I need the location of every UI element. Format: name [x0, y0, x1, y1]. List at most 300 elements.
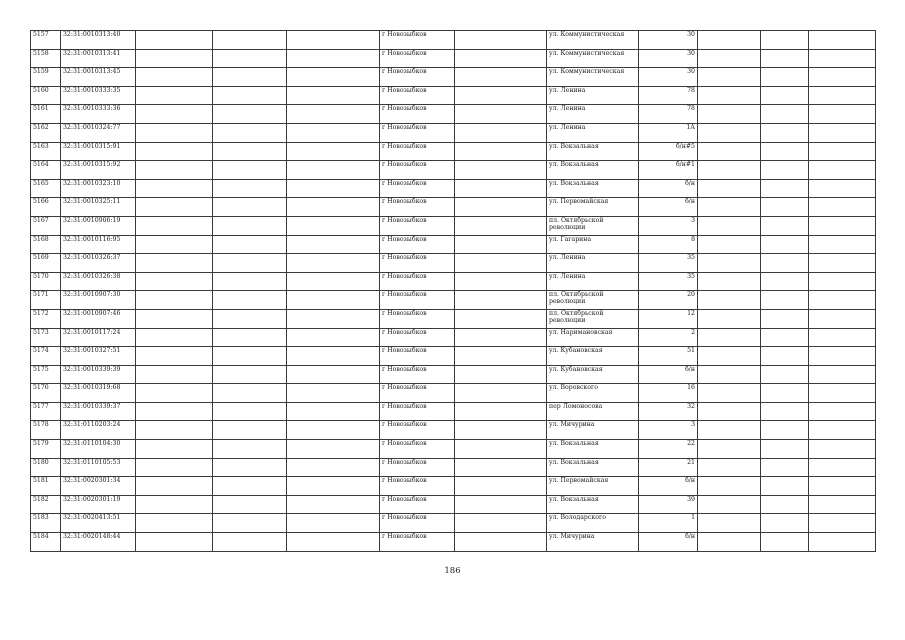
cell-cadastral-number: 32:31:0010313:45 — [61, 68, 136, 87]
cell-house-number: 35 — [639, 254, 698, 273]
cell-house-number: 30 — [639, 31, 698, 50]
cell-empty — [698, 347, 761, 366]
cell-record-number: 5175 — [31, 365, 61, 384]
cell-record-number: 5171 — [31, 291, 61, 310]
cell-cadastral-number: 32:31:0010313:40 — [61, 31, 136, 50]
table-row — [31, 458, 876, 477]
cell-house-number: 21 — [639, 458, 698, 477]
cell-cadastral-number: 32:31:0010327:51 — [61, 347, 136, 366]
cell-street: пл. Октябрьской революции — [547, 216, 639, 235]
table-row — [31, 402, 876, 421]
cell-street: ул. Мичурина — [547, 533, 639, 552]
cell-empty — [287, 328, 380, 347]
cell-record-number: 5160 — [31, 86, 61, 105]
cell-empty — [213, 179, 287, 198]
cell-empty — [809, 142, 876, 161]
cell-empty — [287, 198, 380, 217]
cell-street: ул. Вокзальная — [547, 458, 639, 477]
cell-empty — [455, 458, 547, 477]
cell-record-number: 5180 — [31, 458, 61, 477]
cell-record-number: 5170 — [31, 272, 61, 291]
cell-city: г Новозыбков — [380, 514, 455, 533]
cell-empty — [809, 31, 876, 50]
cell-cadastral-number: 32:31:0110105:53 — [61, 458, 136, 477]
cell-house-number: 35 — [639, 272, 698, 291]
cell-empty — [455, 365, 547, 384]
cell-empty — [455, 123, 547, 142]
cell-empty — [287, 142, 380, 161]
cell-empty — [287, 105, 380, 124]
cell-record-number: 5158 — [31, 49, 61, 68]
cell-empty — [455, 254, 547, 273]
cell-city: г Новозыбков — [380, 291, 455, 310]
table-row — [31, 216, 876, 235]
cell-house-number: 12 — [639, 309, 698, 328]
cell-house-number: б/н — [639, 198, 698, 217]
cell-cadastral-number: 32:31:0110104:30 — [61, 440, 136, 459]
cell-record-number: 5157 — [31, 31, 61, 50]
cell-empty — [809, 105, 876, 124]
cell-empty — [287, 514, 380, 533]
cell-empty — [287, 31, 380, 50]
table-row — [31, 161, 876, 180]
cell-empty — [698, 384, 761, 403]
cell-record-number: 5174 — [31, 347, 61, 366]
cell-empty — [455, 68, 547, 87]
cell-city: г Новозыбков — [380, 49, 455, 68]
cell-empty — [455, 495, 547, 514]
cell-empty — [287, 68, 380, 87]
cell-empty — [287, 347, 380, 366]
cell-empty — [287, 533, 380, 552]
cell-record-number: 5159 — [31, 68, 61, 87]
cell-empty — [761, 458, 809, 477]
cell-record-number: 5179 — [31, 440, 61, 459]
table-row — [31, 384, 876, 403]
cell-street: ул. Коммунистическая — [547, 49, 639, 68]
cell-empty — [698, 402, 761, 421]
cell-empty — [136, 402, 213, 421]
cell-record-number: 5163 — [31, 142, 61, 161]
cell-record-number: 5173 — [31, 328, 61, 347]
cell-cadastral-number: 32:31:0010326:38 — [61, 272, 136, 291]
cell-house-number: 78 — [639, 105, 698, 124]
table-row — [31, 86, 876, 105]
cell-empty — [213, 402, 287, 421]
cell-house-number: 2 — [639, 328, 698, 347]
cell-record-number: 5167 — [31, 216, 61, 235]
cell-empty — [761, 514, 809, 533]
cell-empty — [136, 309, 213, 328]
cell-empty — [761, 272, 809, 291]
cell-empty — [213, 86, 287, 105]
cell-house-number: 30 — [639, 68, 698, 87]
cell-house-number: 1 — [639, 514, 698, 533]
cell-empty — [136, 533, 213, 552]
cell-empty — [136, 458, 213, 477]
cell-empty — [287, 254, 380, 273]
cell-empty — [809, 458, 876, 477]
cell-empty — [136, 86, 213, 105]
table-row — [31, 365, 876, 384]
cell-empty — [809, 179, 876, 198]
cell-record-number: 5162 — [31, 123, 61, 142]
cell-street: ул. Мичурина — [547, 421, 639, 440]
cell-city: г Новозыбков — [380, 533, 455, 552]
cell-empty — [809, 216, 876, 235]
cell-city: г Новозыбков — [380, 216, 455, 235]
cell-cadastral-number: 32:31:0010315:91 — [61, 142, 136, 161]
cell-cadastral-number: 32:31:0020413:51 — [61, 514, 136, 533]
cell-record-number: 5161 — [31, 105, 61, 124]
cell-empty — [698, 49, 761, 68]
cell-house-number: 22 — [639, 440, 698, 459]
cell-city: г Новозыбков — [380, 347, 455, 366]
table-row — [31, 328, 876, 347]
cell-city: г Новозыбков — [380, 198, 455, 217]
cell-empty — [698, 68, 761, 87]
cell-house-number: 3 — [639, 216, 698, 235]
cell-house-number: 30 — [639, 49, 698, 68]
cell-record-number: 5176 — [31, 384, 61, 403]
cell-empty — [761, 402, 809, 421]
cell-empty — [698, 142, 761, 161]
cell-city: г Новозыбков — [380, 309, 455, 328]
cell-empty — [213, 254, 287, 273]
cell-house-number: 16 — [639, 384, 698, 403]
cell-street: ул. Коммунистическая — [547, 68, 639, 87]
cell-empty — [136, 105, 213, 124]
cell-record-number: 5183 — [31, 514, 61, 533]
cell-empty — [213, 49, 287, 68]
cell-street: пл. Октябрьской революции — [547, 309, 639, 328]
cell-city: г Новозыбков — [380, 421, 455, 440]
cell-record-number: 5181 — [31, 477, 61, 496]
cell-house-number: б/н#5 — [639, 142, 698, 161]
cell-empty — [455, 440, 547, 459]
cell-city: г Новозыбков — [380, 105, 455, 124]
cell-empty — [455, 49, 547, 68]
cell-empty — [761, 142, 809, 161]
cell-house-number: 20 — [639, 291, 698, 310]
cell-cadastral-number: 32:31:0010315:92 — [61, 161, 136, 180]
cell-empty — [698, 216, 761, 235]
cell-empty — [761, 495, 809, 514]
cell-street: ул. Вокзальная — [547, 495, 639, 514]
cell-empty — [136, 291, 213, 310]
cell-empty — [809, 235, 876, 254]
cell-record-number: 5164 — [31, 161, 61, 180]
cell-empty — [761, 440, 809, 459]
cell-city: г Новозыбков — [380, 254, 455, 273]
cell-street: ул. Коммунистическая — [547, 31, 639, 50]
cell-street: ул. Ленина — [547, 254, 639, 273]
cell-empty — [761, 291, 809, 310]
cell-cadastral-number: 32:31:0010323:10 — [61, 179, 136, 198]
cell-empty — [213, 533, 287, 552]
cell-house-number: 32 — [639, 402, 698, 421]
cell-empty — [761, 254, 809, 273]
cell-empty — [698, 440, 761, 459]
cell-city: г Новозыбков — [380, 365, 455, 384]
cell-cadastral-number: 32:31:0010324:77 — [61, 123, 136, 142]
cell-empty — [213, 68, 287, 87]
cell-empty — [809, 123, 876, 142]
cell-empty — [287, 272, 380, 291]
registry-table-body — [31, 31, 876, 552]
cell-empty — [136, 235, 213, 254]
cell-empty — [761, 86, 809, 105]
cell-street: ул. Вокзальная — [547, 142, 639, 161]
cell-empty — [287, 384, 380, 403]
cell-empty — [698, 514, 761, 533]
cell-city: г Новозыбков — [380, 477, 455, 496]
cell-empty — [287, 458, 380, 477]
cell-empty — [761, 161, 809, 180]
cell-empty — [809, 49, 876, 68]
cell-empty — [698, 533, 761, 552]
cell-cadastral-number: 32:31:0010339:37 — [61, 402, 136, 421]
cell-empty — [698, 291, 761, 310]
cell-empty — [213, 421, 287, 440]
cell-empty — [287, 309, 380, 328]
cell-city: г Новозыбков — [380, 440, 455, 459]
cell-empty — [809, 198, 876, 217]
cell-empty — [287, 86, 380, 105]
cell-empty — [698, 31, 761, 50]
cell-record-number: 5165 — [31, 179, 61, 198]
table-row — [31, 533, 876, 552]
cell-empty — [455, 198, 547, 217]
cell-empty — [136, 68, 213, 87]
table-row — [31, 142, 876, 161]
cell-empty — [698, 161, 761, 180]
cell-empty — [455, 272, 547, 291]
cell-house-number: 1А — [639, 123, 698, 142]
cell-street: ул. Первомайская — [547, 198, 639, 217]
cell-empty — [136, 31, 213, 50]
table-row — [31, 31, 876, 50]
cell-cadastral-number: 32:31:0020148:44 — [61, 533, 136, 552]
cell-empty — [698, 86, 761, 105]
cell-empty — [213, 105, 287, 124]
cell-empty — [698, 421, 761, 440]
cell-house-number: б/н — [639, 365, 698, 384]
cell-city: г Новозыбков — [380, 179, 455, 198]
cell-empty — [455, 421, 547, 440]
cell-record-number: 5172 — [31, 309, 61, 328]
cell-empty — [287, 421, 380, 440]
cell-empty — [136, 421, 213, 440]
cell-empty — [287, 365, 380, 384]
cell-empty — [761, 235, 809, 254]
cell-empty — [136, 272, 213, 291]
cell-street: ул. Кубановская — [547, 347, 639, 366]
cell-empty — [809, 402, 876, 421]
cell-city: г Новозыбков — [380, 161, 455, 180]
cell-empty — [455, 142, 547, 161]
cell-street: ул. Вокзальная — [547, 440, 639, 459]
cell-city: г Новозыбков — [380, 68, 455, 87]
cell-empty — [213, 309, 287, 328]
cell-empty — [213, 514, 287, 533]
cell-empty — [213, 328, 287, 347]
cell-empty — [287, 235, 380, 254]
cell-empty — [809, 384, 876, 403]
cell-empty — [761, 123, 809, 142]
cell-empty — [761, 328, 809, 347]
cell-house-number: б/н — [639, 477, 698, 496]
cell-cadastral-number: 32:31:0010326:37 — [61, 254, 136, 273]
cell-record-number: 5177 — [31, 402, 61, 421]
cell-street: ул. Воровского — [547, 384, 639, 403]
cell-empty — [136, 477, 213, 496]
cell-empty — [213, 31, 287, 50]
cell-empty — [809, 309, 876, 328]
cell-empty — [136, 198, 213, 217]
cell-empty — [809, 477, 876, 496]
cell-empty — [136, 254, 213, 273]
cell-cadastral-number: 32:31:0110203:24 — [61, 421, 136, 440]
cell-cadastral-number: 32:31:0020301:19 — [61, 495, 136, 514]
cell-empty — [761, 365, 809, 384]
cell-city: г Новозыбков — [380, 272, 455, 291]
cell-street: пл. Октябрьской революции — [547, 291, 639, 310]
cell-empty — [213, 347, 287, 366]
cell-empty — [287, 440, 380, 459]
cell-empty — [809, 365, 876, 384]
cell-empty — [698, 123, 761, 142]
cell-empty — [698, 458, 761, 477]
cell-record-number: 5182 — [31, 495, 61, 514]
cell-empty — [809, 347, 876, 366]
cell-empty — [809, 254, 876, 273]
document-page — [30, 30, 875, 552]
cell-empty — [287, 402, 380, 421]
cell-empty — [136, 347, 213, 366]
cell-cadastral-number: 32:31:0010907:30 — [61, 291, 136, 310]
cell-empty — [809, 514, 876, 533]
cell-cadastral-number: 32:31:0010319:68 — [61, 384, 136, 403]
table-row — [31, 235, 876, 254]
cell-house-number: б/н#1 — [639, 161, 698, 180]
cell-street: ул. Гагарина — [547, 235, 639, 254]
cell-empty — [287, 179, 380, 198]
cell-empty — [213, 216, 287, 235]
cell-empty — [809, 86, 876, 105]
cell-city: г Новозыбков — [380, 328, 455, 347]
table-row — [31, 309, 876, 328]
cell-empty — [455, 514, 547, 533]
cell-empty — [287, 477, 380, 496]
cell-empty — [455, 235, 547, 254]
cell-empty — [761, 68, 809, 87]
cell-empty — [136, 514, 213, 533]
cell-empty — [136, 328, 213, 347]
cell-empty — [455, 384, 547, 403]
cell-empty — [136, 142, 213, 161]
cell-empty — [136, 216, 213, 235]
cell-empty — [761, 31, 809, 50]
cell-record-number: 5169 — [31, 254, 61, 273]
cell-empty — [761, 105, 809, 124]
cell-empty — [136, 384, 213, 403]
cell-empty — [698, 198, 761, 217]
cell-empty — [809, 533, 876, 552]
table-row — [31, 477, 876, 496]
cell-cadastral-number: 32:31:0010339:39 — [61, 365, 136, 384]
table-row — [31, 421, 876, 440]
cell-empty — [809, 161, 876, 180]
table-row — [31, 347, 876, 366]
cell-street: ул. Наримановская — [547, 328, 639, 347]
cell-empty — [136, 49, 213, 68]
cell-street: ул. Кубановская — [547, 365, 639, 384]
table-row — [31, 495, 876, 514]
table-row — [31, 179, 876, 198]
cell-cadastral-number: 32:31:0010333:35 — [61, 86, 136, 105]
cell-empty — [698, 179, 761, 198]
cell-empty — [761, 533, 809, 552]
cell-empty — [698, 365, 761, 384]
table-row — [31, 291, 876, 310]
cell-city: г Новозыбков — [380, 123, 455, 142]
cell-city: г Новозыбков — [380, 402, 455, 421]
cell-empty — [698, 105, 761, 124]
cell-cadastral-number: 32:31:0010333:36 — [61, 105, 136, 124]
cell-empty — [809, 495, 876, 514]
cell-empty — [213, 477, 287, 496]
cell-cadastral-number: 32:31:0010906:19 — [61, 216, 136, 235]
cell-record-number: 5184 — [31, 533, 61, 552]
cell-city: г Новозыбков — [380, 458, 455, 477]
cell-empty — [698, 235, 761, 254]
cell-empty — [213, 142, 287, 161]
table-row — [31, 440, 876, 459]
cell-empty — [455, 347, 547, 366]
cell-empty — [698, 309, 761, 328]
cell-empty — [455, 31, 547, 50]
cell-street: ул. Ленина — [547, 86, 639, 105]
cell-empty — [287, 291, 380, 310]
cell-empty — [761, 49, 809, 68]
cell-empty — [455, 105, 547, 124]
cell-empty — [136, 123, 213, 142]
cell-empty — [455, 216, 547, 235]
cell-empty — [287, 123, 380, 142]
table-row — [31, 49, 876, 68]
cell-street: пер Ломоносова — [547, 402, 639, 421]
cell-empty — [809, 328, 876, 347]
cell-empty — [213, 365, 287, 384]
cell-empty — [809, 291, 876, 310]
cell-empty — [455, 533, 547, 552]
cell-empty — [213, 384, 287, 403]
cell-empty — [809, 440, 876, 459]
cell-empty — [287, 49, 380, 68]
cell-empty — [809, 68, 876, 87]
cell-house-number: 39 — [639, 495, 698, 514]
cell-empty — [213, 198, 287, 217]
cell-empty — [455, 328, 547, 347]
cell-empty — [287, 216, 380, 235]
cell-house-number: б/н — [639, 179, 698, 198]
cell-city: г Новозыбков — [380, 495, 455, 514]
cell-empty — [455, 309, 547, 328]
cell-empty — [287, 161, 380, 180]
cell-empty — [455, 161, 547, 180]
cell-empty — [136, 161, 213, 180]
